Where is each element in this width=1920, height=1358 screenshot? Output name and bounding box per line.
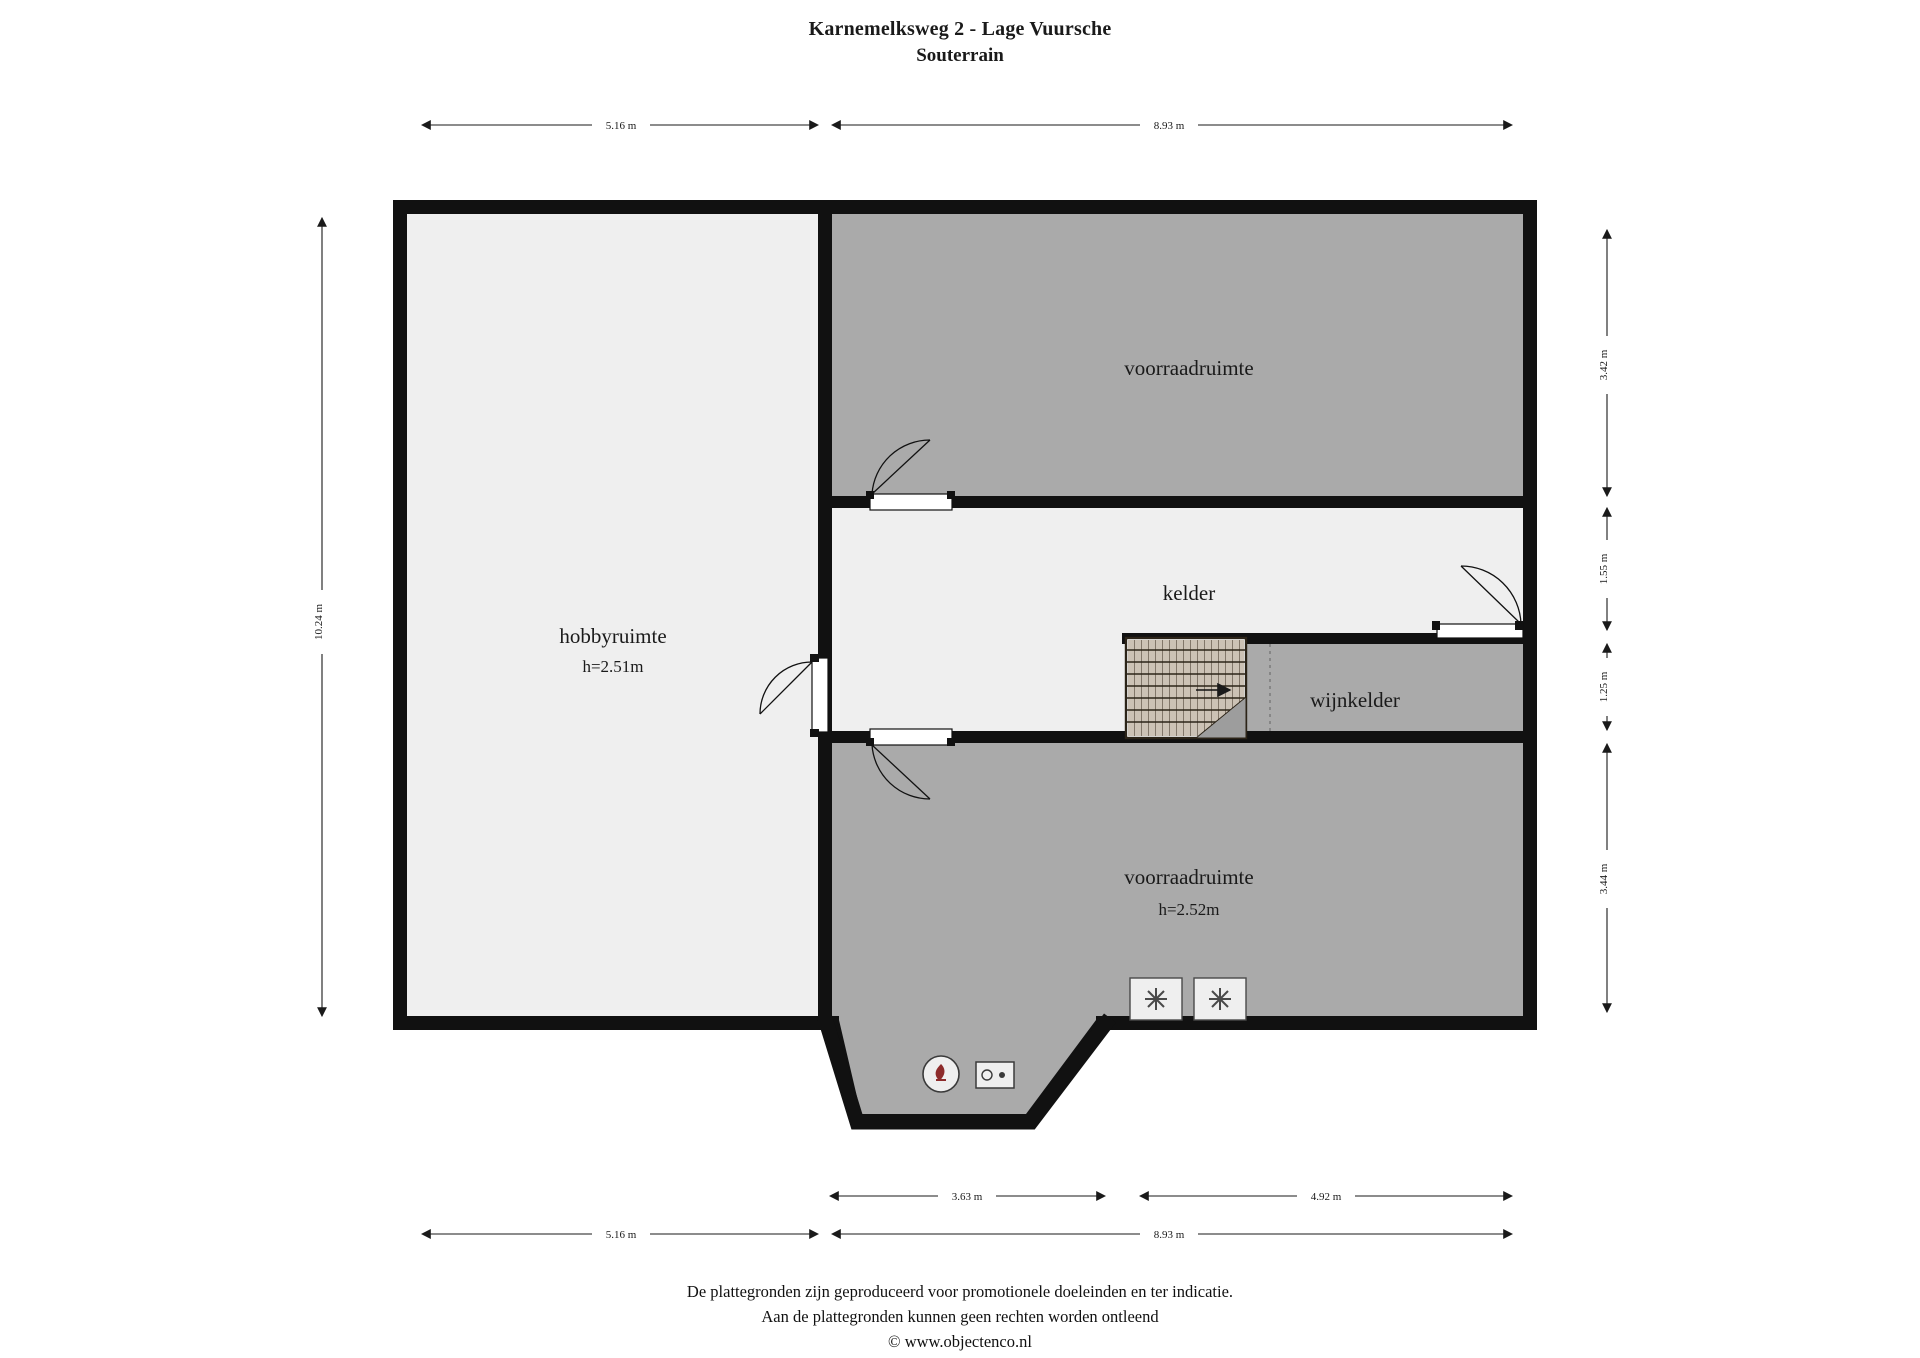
footer-disclaimer xyxy=(0,1280,1920,1354)
dim-right-2: 1.55 m xyxy=(1598,553,1610,585)
room-height-voorraadruimte-bottom: h=2.52m xyxy=(1158,900,1220,919)
room-label-wijnkelder: wijnkelder xyxy=(1310,688,1400,712)
dim-right-4: 3.44 m xyxy=(1598,863,1610,895)
dim-bottom-inner-right: 4.92 m xyxy=(1310,1191,1342,1203)
room-label-voorraadruimte-top: voorraadruimte xyxy=(1124,356,1254,380)
footer-line-3: © www.objectenco.nl xyxy=(888,1331,1032,1351)
page-title: Karnemelksweg 2 - Lage Vuursche xyxy=(808,18,1112,40)
boiler-icon xyxy=(923,1056,959,1092)
radiator-icon-1 xyxy=(1130,978,1182,1020)
room-hobbyruimte xyxy=(405,212,825,1018)
room-label-voorraadruimte-bottom: voorraadruimte xyxy=(1124,865,1254,889)
radiator-icon-2 xyxy=(1194,978,1246,1020)
dim-right-3: 1.25 m xyxy=(1598,671,1610,703)
meter-cabinet-icon xyxy=(976,1062,1014,1088)
dim-top-right: 8.93 m xyxy=(1153,120,1185,132)
room-height-hobbyruimte: h=2.51m xyxy=(582,657,644,676)
dim-bottom-inner-left: 3.63 m xyxy=(951,1191,983,1203)
footer-line-1: De plattegronden zijn geproduceerd voor promotionele doeleinden en ter indicatie. xyxy=(686,1282,1234,1301)
dim-bottom-right: 8.93 m xyxy=(1153,1229,1185,1241)
dim-bottom-left: 5.16 m xyxy=(605,1229,637,1241)
room-label-hobbyruimte: hobbyruimte xyxy=(559,624,667,648)
footer-line-2: Aan de plattegronden kunnen geen rechten worden ontleend xyxy=(761,1306,1159,1326)
room-label-kelder: kelder xyxy=(1162,581,1216,605)
dim-top-left: 5.16 m xyxy=(605,120,637,132)
dim-right-1: 3.42 m xyxy=(1598,349,1610,381)
dim-left-total: 10.24 m xyxy=(313,603,325,641)
floor-subtitle: Souterrain xyxy=(916,45,1004,66)
